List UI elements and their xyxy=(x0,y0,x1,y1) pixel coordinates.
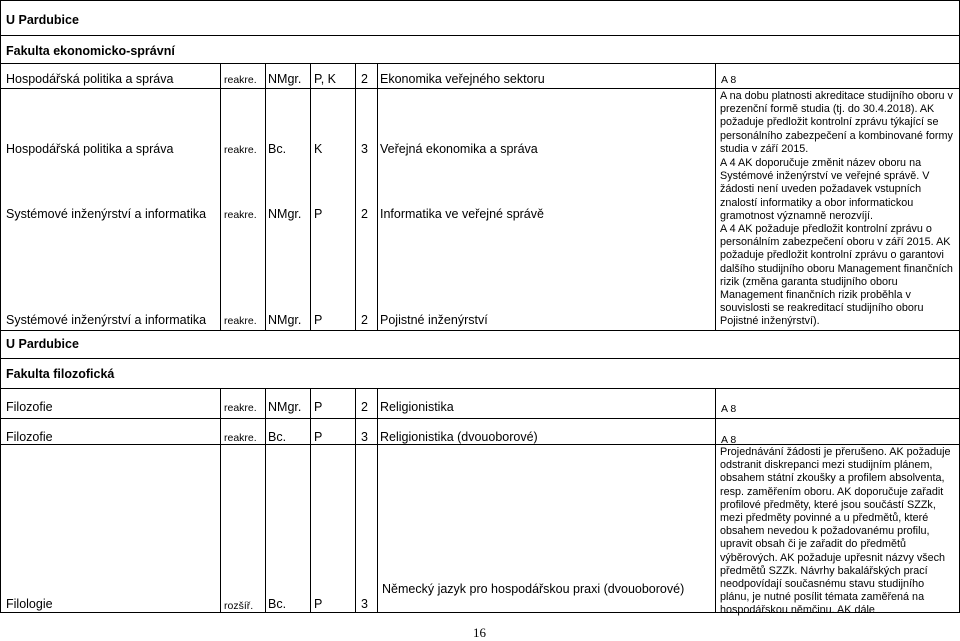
row-divider xyxy=(0,388,960,389)
column-divider xyxy=(310,388,311,612)
column-divider xyxy=(355,388,356,612)
field-name: Německý jazyk pro hospodářskou praxi (dvouoborové) xyxy=(382,582,685,596)
study-years: 3 xyxy=(361,597,368,611)
study-level: NMgr. xyxy=(268,400,302,414)
study-years: 3 xyxy=(361,430,368,444)
result-code: A 8 xyxy=(721,434,737,446)
field-name: Religionistika xyxy=(380,400,454,414)
application-type: rozšíř. xyxy=(224,600,254,612)
study-form: P xyxy=(314,313,323,327)
program-name: Filozofie xyxy=(6,430,53,444)
column-divider xyxy=(220,63,221,330)
column-divider xyxy=(220,388,221,612)
program-name: Systémové inženýrství a informatika xyxy=(6,207,207,221)
application-type: reakre. xyxy=(224,209,257,221)
study-level: NMgr. xyxy=(268,207,302,221)
row-divider xyxy=(0,444,960,445)
study-years: 2 xyxy=(361,400,368,414)
result-code: A 8 xyxy=(721,74,737,86)
study-years: 2 xyxy=(361,207,368,221)
study-level: NMgr. xyxy=(268,313,302,327)
row-divider xyxy=(0,418,960,419)
university-name: U Pardubice xyxy=(6,13,79,27)
study-form: P xyxy=(314,597,323,611)
study-form: P, K xyxy=(314,72,337,86)
evaluation-note: A 4 AK doporučuje změnit název oboru na Systémové inženýrství ve veřejné správě. V žádosti není uveden požadavek vstupních znalostí informatiky a obor informatickou gramotnost významně nerozvíjí. xyxy=(720,157,930,222)
application-type: reakre. xyxy=(224,144,257,156)
study-form: P xyxy=(314,400,323,414)
study-form: K xyxy=(314,142,323,156)
column-divider xyxy=(310,63,311,330)
field-name: Pojistné inženýrství xyxy=(380,313,488,327)
study-level: Bc. xyxy=(268,430,287,444)
study-level: Bc. xyxy=(268,597,287,611)
field-name: Ekonomika veřejného sektoru xyxy=(380,72,545,86)
application-type: reakre. xyxy=(224,315,257,327)
evaluation-note: A 4 AK požaduje předložit kontrolní zprávu o personálním zabezpečení oboru v září 2015. AK požaduje předložit kontrolní zprávu o garantovi dalšího studijního oboru Management finančních rizik (změna garanta studijního oboru Management finančních rizik proběhla v souvislosti se reakreditací studijního oboru Pojistné inženýrství). xyxy=(720,223,953,328)
table-border-left xyxy=(0,0,1,613)
study-years: 2 xyxy=(361,313,368,327)
program-name: Hospodářská politika a správa xyxy=(6,142,174,156)
row-divider xyxy=(0,63,960,64)
column-divider xyxy=(265,63,266,330)
column-divider xyxy=(355,63,356,330)
evaluation-note: Projednávání žádosti je přerušeno. AK požaduje odstranit diskrepanci mezi studijním plánem, obsahem státní zkoušky a profilem absolventa, resp. zaměřením oboru. AK doporučuje zařadit profilové předměty, které jsou součástí SZZk, mezi předměty povinné a u předmětů, které obsahem nevedou k požadovanému profilu, upravit obsah či je zařadit do předmětů výběrových. AK požaduje upřesnit názvy všech předmětů SZZk. Návrhy bakalářských prací neodpovídají současnému stavu studijního plánu, je nutné posílit témata zaměřená na hospodářskou němčinu. AK dále xyxy=(720,446,951,617)
evaluation-note: A na dobu platnosti akreditace studijního oboru v prezenční formě studia (tj. do 30.4.2018). AK požaduje předložit kontrolní zprávu týkající se personálního zabezpečení a kombinované formy studia v září 2015. xyxy=(720,90,953,155)
study-years: 3 xyxy=(361,142,368,156)
program-name: Hospodářská politika a správa xyxy=(6,72,174,86)
study-years: 2 xyxy=(361,72,368,86)
table-border-top xyxy=(0,0,960,1)
row-divider xyxy=(0,35,960,36)
study-level: Bc. xyxy=(268,142,287,156)
program-name: Filozofie xyxy=(6,400,53,414)
column-divider xyxy=(377,63,378,330)
row-divider xyxy=(0,88,960,89)
study-form: P xyxy=(314,207,323,221)
column-divider xyxy=(265,388,266,612)
field-name: Informatika ve veřejné správě xyxy=(380,207,544,221)
study-level: NMgr. xyxy=(268,72,302,86)
row-divider xyxy=(0,358,960,359)
application-type: reakre. xyxy=(224,402,257,414)
program-name: Filologie xyxy=(6,597,53,611)
program-name: Systémové inženýrství a informatika xyxy=(6,313,207,327)
field-name: Religionistika (dvouoborové) xyxy=(380,430,538,444)
faculty-name: Fakulta ekonomicko-správní xyxy=(6,44,175,58)
application-type: reakre. xyxy=(224,432,257,444)
faculty-name: Fakulta filozofická xyxy=(6,367,115,381)
column-divider xyxy=(715,388,716,612)
column-divider xyxy=(715,63,716,330)
result-code: A 8 xyxy=(721,403,737,415)
row-divider xyxy=(0,330,960,331)
field-name: Veřejná ekonomika a správa xyxy=(380,142,538,156)
page-number: 16 xyxy=(473,625,486,640)
application-type: reakre. xyxy=(224,74,257,86)
university-name: U Pardubice xyxy=(6,337,79,351)
study-form: P xyxy=(314,430,323,444)
column-divider xyxy=(377,388,378,612)
